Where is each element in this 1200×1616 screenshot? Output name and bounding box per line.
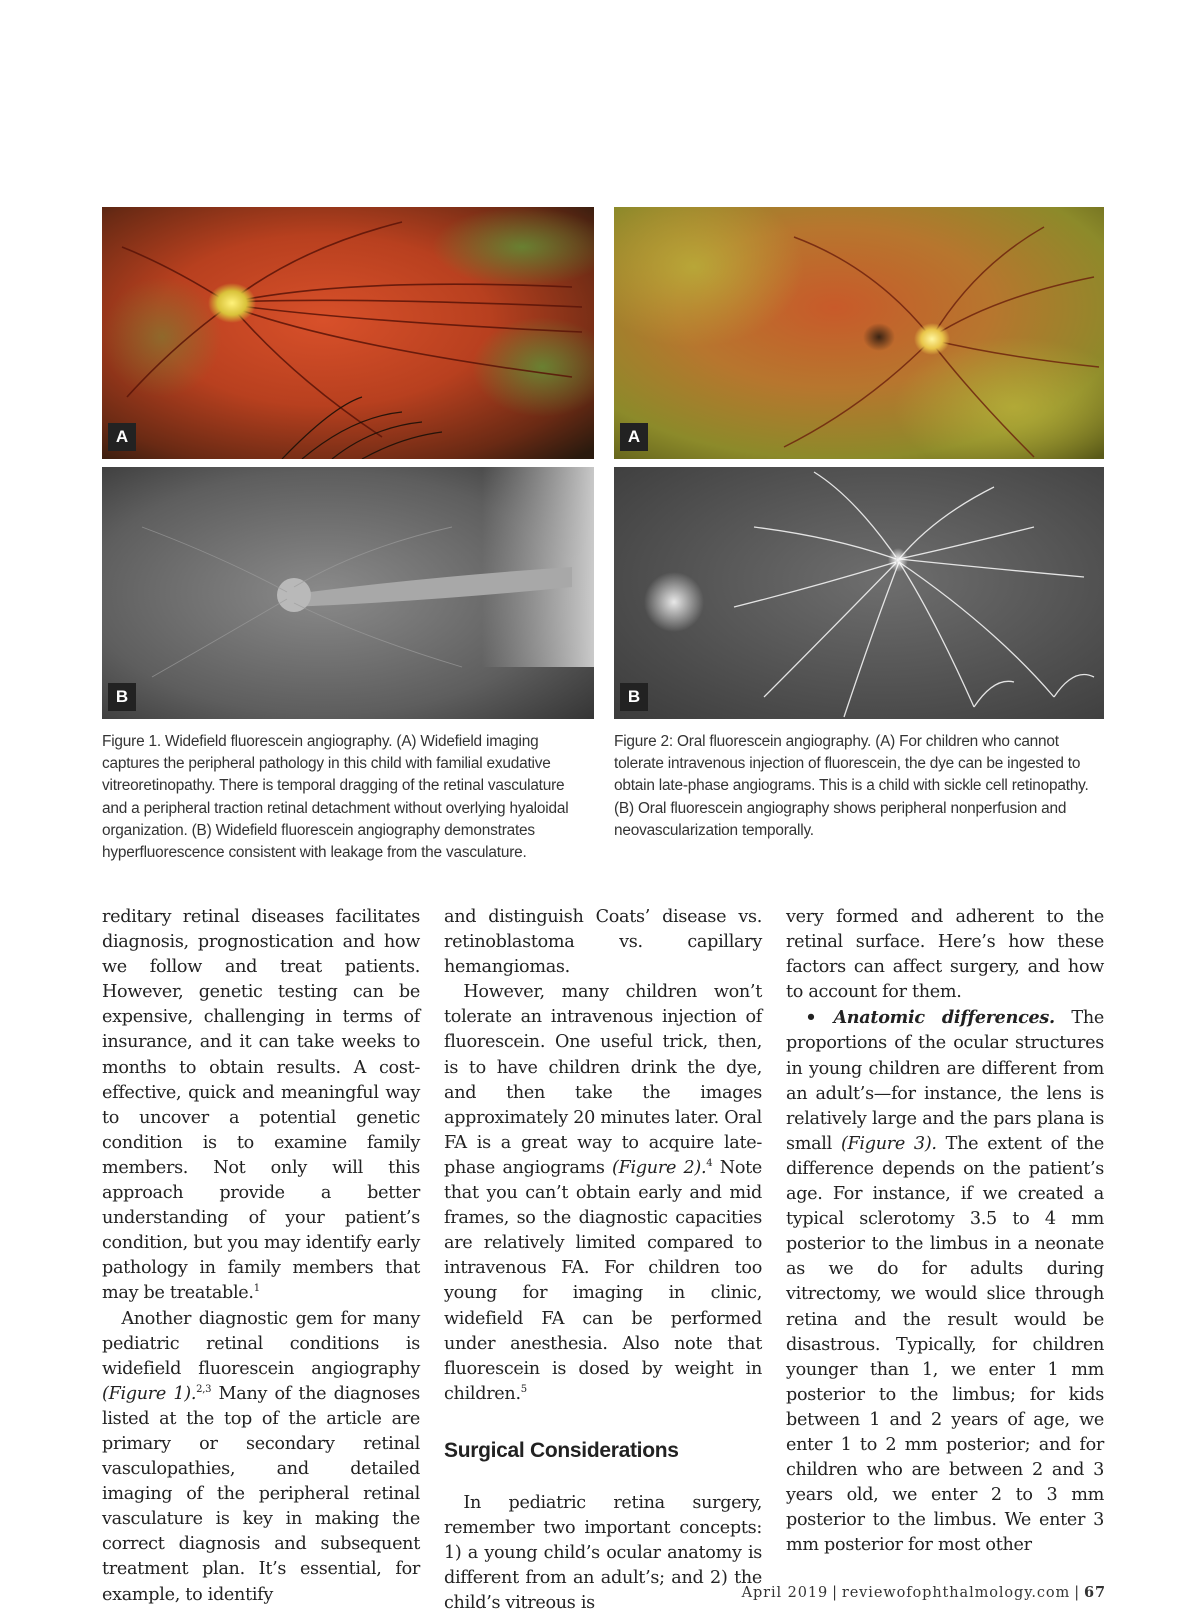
paragraph — [102, 1307, 420, 1608]
figure-reference: (Figure 1). — [102, 1383, 197, 1404]
body-column-3 — [786, 905, 1104, 1558]
paragraph-text: and distinguish Coats’ disease vs. retinoblastoma vs. capillary hemangiomas. — [444, 907, 762, 978]
page-number: 67 — [1084, 1584, 1106, 1601]
paragraph-text: In pediatric retina surgery, remember two important concepts: 1) a young child’s ocular anatomy is different from an adult’s; and 2) the child’s vitreous is — [444, 1492, 762, 1614]
panel-label: B — [620, 683, 648, 711]
paragraph — [444, 980, 762, 1407]
figure-2a-fundus-photo — [614, 207, 1104, 459]
figure-reference: (Figure 3). — [840, 1133, 937, 1154]
paragraph-text: The extent of the difference depends on the patient’s age. For instance, if we created a typical sclerotomy 3.5 to 4 mm posterior to the limbus in a neonate as we do for adults during vitrectomy, we would slice through retina and the result would be disastrous. Typically, for children younger than 1, we enter 1 mm posterior to the limbus; for kids between 1 and 2 years of age, we enter 1 to 2 mm posterior; and for children who are between 2 and 3 years old, we enter 2 to 3 mm posterior to the limbus. We enter 3 mm posterior for most other — [786, 1133, 1104, 1556]
paragraph — [102, 905, 420, 1307]
section-heading: Surgical Considerations — [444, 1438, 679, 1462]
issue-date: April 2019 — [741, 1585, 829, 1601]
figure-1-caption: Figure 1. Widefield fluorescein angiography. (A) Widefield imaging captures the peripheral pathology in this child with familial exudative vitreoretinopathy. There is temporal dragging of the retinal vasculature and a peripheral traction retinal detachment without overlying hyaloidal organization. (B) Widefield fluorescein angiography demonstrates hyperfluorescence consistent with leakage from the vasculature. — [102, 733, 569, 862]
reference-marker: 5 — [520, 1383, 527, 1395]
body-column-1 — [102, 905, 420, 1608]
figure-1a-fundus-photo — [102, 207, 594, 459]
panel-label: B — [108, 683, 136, 711]
paragraph — [786, 1005, 1104, 1558]
body-column-2 — [444, 905, 762, 1616]
paragraph — [444, 1491, 762, 1616]
panel-label: A — [620, 423, 648, 451]
reference-marker: 1 — [253, 1283, 260, 1295]
paragraph-text: The proportions of the ocular structures in young children are different from an adult’s—for instance, the lens is relatively large and the pars plana is small — [786, 1008, 1104, 1154]
reference-marker: 2,3 — [196, 1383, 212, 1395]
reference-marker: 4 — [706, 1158, 713, 1170]
panel-label: A — [108, 423, 136, 451]
paragraph-text: Note that you can’t obtain early and mid frames, so the diagnostic capacities are relatively limited compared to intravenous FA. For children too young for imaging in clinic, widefield FA can be performed under anesthesia. Also note that fluorescein is dosed by weight in children. — [444, 1157, 762, 1404]
footer-separator: | — [1074, 1585, 1081, 1601]
paragraph-text: reditary retinal diseases facilitates diagnosis, prognostication and how we follow and treat patients. However, genetic testing can be expensive, challenging in terms of insurance, and it can take weeks to months to obtain results. A cost-effective, quick and meaningful way to uncover a potential genetic condition is to examine family members. Not only will this approach provide a better understanding of your patient’s condition, but you may identify early pathology in family members that may be treatable. — [102, 907, 420, 1304]
figure-1b-fluorescein-angiogram — [102, 467, 594, 719]
paragraph-text: However, many children won’t tolerate an intravenous injection of fluorescein. One useful trick, then, is to have children drink the dye, and then take the images approximately 20 minutes later. Oral FA is a great way to acquire late-phase angiograms — [444, 982, 762, 1178]
paragraph-text: Another diagnostic gem for many pediatric retinal conditions is widefield fluorescein angiography — [102, 1308, 420, 1379]
figure-2-caption: Figure 2: Oral fluorescein angiography. (A) For children who cannot tolerate intravenous injection of fluorescein, the dye can be ingested to obtain late-phase angiograms. This is a child with sickle cell retinopathy. (B) Oral fluorescein angiography shows peripheral nonperfusion and neovascularization temporally. — [614, 733, 1089, 839]
paragraph — [786, 905, 1104, 1005]
figure-reference: (Figure 2). — [612, 1157, 707, 1178]
bullet-lead-in: • Anatomic differences. — [805, 1007, 1055, 1029]
page-footer — [742, 1584, 1106, 1601]
paragraph-text: very formed and adherent to the retinal surface. Here’s how these factors can affect surgery, and how to account for them. — [786, 907, 1104, 1003]
figure-2b-fluorescein-angiogram — [614, 467, 1104, 719]
paragraph — [444, 905, 762, 980]
website-link[interactable]: reviewofophthalmology.com — [841, 1585, 1071, 1601]
footer-separator: | — [832, 1585, 838, 1601]
paragraph-text: Many of the diagnoses listed at the top of the article are primary or secondary retinal vasculopathies, and detailed imaging of the peripheral retinal vasculature is key in making the correct diagnosis and subsequent treatment plan. It’s essential, for example, to identify — [102, 1383, 421, 1605]
